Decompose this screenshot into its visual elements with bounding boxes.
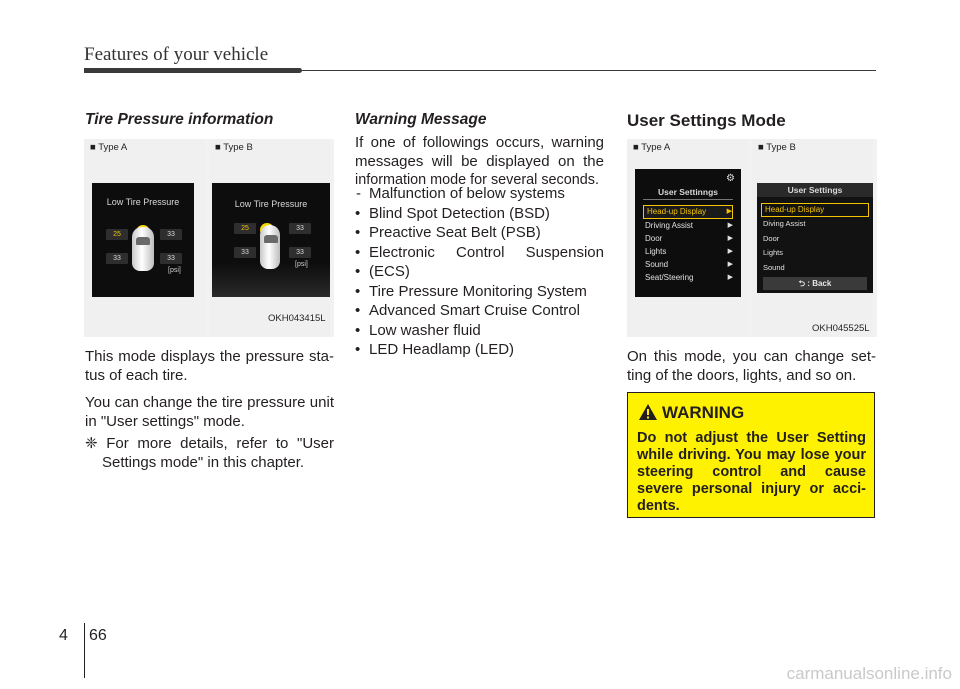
tire-screen-type-a (92, 183, 194, 297)
pressure-unit: [psi] (295, 261, 308, 268)
user-settings-description (627, 347, 876, 385)
warning-message-intro (355, 133, 604, 190)
warning-message-heading: Warning Message (355, 111, 487, 128)
warning-text (637, 430, 866, 515)
list-item: • LED Headlamp (LED) (355, 340, 604, 360)
text-line: Do not adjust the User Setting (637, 430, 866, 446)
car-icon (132, 227, 154, 271)
menu-item-driving-assist (645, 220, 733, 232)
gear-icon: ⚙ (726, 173, 735, 184)
list-item: • Electronic Control Suspension (355, 243, 604, 263)
reference-note (85, 434, 334, 472)
header-rule (302, 70, 876, 71)
page-number: 66 (89, 627, 107, 644)
list-item: • Blind Spot Detection (BSD) (355, 204, 604, 224)
menu-label: Door (645, 234, 663, 243)
tire-front-left: 25 (234, 223, 256, 234)
section-number: 4 (59, 627, 68, 644)
text-line: ting of the doors, lights, and so on. (627, 367, 857, 384)
header-bar (84, 68, 302, 73)
list-item: • Tire Pressure Monitoring System (355, 282, 604, 302)
text-line: messages will be displayed on the (355, 153, 604, 170)
tire-unit-note (85, 393, 334, 431)
menu-item-head-up-display: Head-up Display (761, 203, 869, 217)
warning-box (627, 392, 875, 518)
list-item: • Low washer fluid (355, 321, 604, 341)
warning-conditions-list (355, 184, 604, 360)
tire-rear-right: 33 (289, 247, 311, 258)
menu-item-seat-steering (645, 272, 733, 284)
menu-item-lights: Lights (763, 248, 784, 257)
car-icon (260, 225, 280, 269)
watermark: carmanualsonline.info (786, 664, 952, 683)
list-item: • Advanced Smart Cruise Control (355, 301, 604, 321)
screen-title: User Settinngs (658, 187, 718, 197)
text-line: steering control and cause (637, 464, 866, 480)
menu-item-sound: Sound (763, 263, 785, 272)
user-settings-heading: User Settings Mode (627, 111, 786, 130)
screen-title: User Settings (787, 185, 843, 195)
settings-screen-type-b (757, 183, 873, 293)
divider (643, 199, 733, 200)
text-line: (ECS) (369, 263, 410, 280)
tire-pressure-description (85, 347, 334, 385)
menu-item-sound (645, 259, 733, 271)
warning-title: WARNING (662, 403, 745, 422)
text-line: Settings mode" in this chapter. (102, 454, 305, 471)
menu-label: Driving Assist (645, 221, 694, 230)
type-b-label: ■ Type B (758, 142, 796, 153)
chevron-right-icon: ▶ (727, 222, 733, 229)
chevron-right-icon: ▶ (727, 248, 733, 255)
text-line: information mode for several seconds. (355, 172, 599, 188)
text-line: ❈ For more details, refer to "User (85, 435, 334, 452)
type-a-label: ■ Type A (90, 142, 128, 153)
screen-title: Low Tire Pressure (234, 199, 308, 209)
tire-pressure-heading: Tire Pressure information (85, 111, 274, 128)
type-b-label: ■ Type B (215, 142, 253, 153)
menu-label: Head-up Display (647, 207, 707, 216)
text-line: If one of followings occurs, warning (355, 134, 604, 151)
list-item: - Malfunction of below systems (355, 184, 604, 204)
menu-label: Lights (645, 247, 667, 256)
screen-title: Low Tire Pressure (106, 197, 180, 207)
menu-item-diving-assist: Diving Assist (763, 219, 806, 228)
text-line: This mode displays the pressure sta- (85, 348, 334, 365)
figure-code: OKH043415L (268, 313, 326, 324)
text-line: tus of each tire. (85, 367, 188, 384)
menu-item-door: Door (763, 234, 780, 243)
tire-pressure-figure (84, 139, 334, 337)
list-item: • Preactive Seat Belt (PSB) (355, 223, 604, 243)
type-a-label: ■ Type A (633, 142, 671, 153)
menu-item-lights (645, 246, 733, 258)
text-line: dents. (637, 498, 680, 514)
tire-rear-right: 33 (160, 253, 182, 264)
back-button: ⮌ : Back (763, 277, 867, 290)
chevron-right-icon: ▶ (727, 274, 733, 281)
text-line: in "User settings" mode. (85, 413, 245, 430)
text-line: You can change the tire pressure unit (85, 394, 334, 411)
text-line: On this mode, you can change set- (627, 348, 876, 365)
figure-code: OKH045525L (812, 323, 870, 334)
user-settings-figure (627, 139, 877, 337)
menu-label: Seat/Steering (645, 273, 694, 282)
chevron-right-icon: ▶ (726, 208, 732, 215)
menu-item-head-up-display (643, 205, 733, 219)
menu-item-door (645, 233, 733, 245)
text-line: severe personal injury or acci- (637, 481, 866, 497)
warning-triangle-icon (638, 403, 658, 421)
page-header-title: Features of your vehicle (84, 44, 269, 65)
list-item-continuation (355, 262, 604, 282)
tire-front-left: 25 (106, 229, 128, 240)
chevron-right-icon: ▶ (727, 261, 733, 268)
chevron-right-icon: ▶ (727, 235, 733, 242)
tire-screen-type-b (212, 183, 330, 297)
pressure-unit: [psi] (168, 267, 181, 274)
footer-rule (84, 623, 85, 678)
tire-rear-left: 33 (234, 247, 256, 258)
tire-front-right: 33 (160, 229, 182, 240)
tire-rear-left: 33 (106, 253, 128, 264)
menu-label: Sound (645, 260, 669, 269)
text-line: while driving. You may lose your (637, 447, 866, 463)
tire-front-right: 33 (289, 223, 311, 234)
settings-screen-type-a (635, 169, 741, 297)
